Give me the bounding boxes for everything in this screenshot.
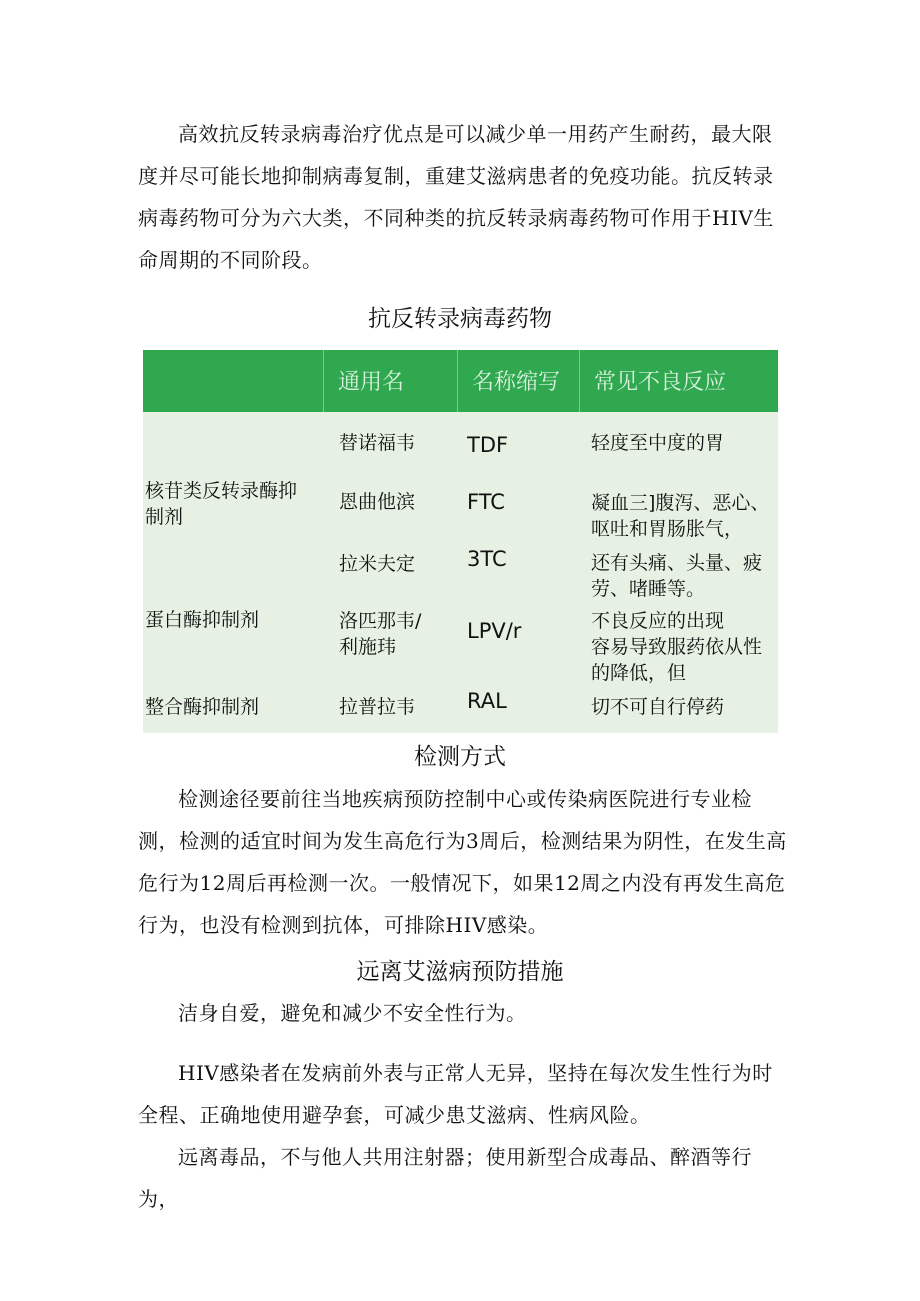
- table-title: 抗反转录病毒药物: [368, 306, 552, 332]
- drug-name: 拉普拉韦: [339, 696, 416, 718]
- drug-abbr: RAL: [467, 689, 507, 713]
- drug-abbr: FTC: [467, 490, 505, 514]
- category-protease-inhibitor: 蛋白酶抑制剂: [145, 609, 260, 631]
- adverse-line: 的降低，但: [591, 662, 687, 684]
- drug-table: [143, 350, 778, 733]
- prevention-paragraph: HIV感染者在发病前外表与正常人无异，坚持在每次发生性行为时全程、正确地使用避孕套，可减少患艾滋病、性病风险。: [138, 1061, 773, 1127]
- adverse-line: 劳、啫睡等。: [591, 578, 706, 600]
- drug-name: 洛匹那韦/利施玮: [339, 610, 422, 658]
- detection-paragraph: 检测途径要前往当地疾病预防控制中心或传染病医院进行专业检测，检测的适宜时间为发生高危行为3周后，检测结果为阴性，在发生高危行为12周后再检测一次。一般情况下，如果12周之内没有再发生高危行为，也没有检测到抗体，可排除HIV感染。: [138, 787, 787, 937]
- adverse-line: 凝血三]腹泻、恶心、: [591, 492, 770, 514]
- section-title-prevention: 远离艾滋病预防措施: [356, 959, 564, 985]
- drug-name: 替诺福韦: [339, 432, 416, 454]
- table-header-row: [143, 350, 778, 412]
- adverse-line: 不良反应的出现: [591, 610, 725, 632]
- drug-name: 拉米夫定: [339, 553, 416, 575]
- intro-paragraph: 高效抗反转录病毒治疗优点是可以减少单一用药产生耐药，最大限度并尽可能长地抑制病毒复制，重建艾滋病患者的免疫功能。抗反转录病毒药物可分为六大类，不同种类的抗反转录病毒药物可作用于HIV生命周期的不同阶段。: [138, 122, 774, 272]
- adverse-line: 还有头痛、头量、疲: [591, 552, 763, 574]
- drug-abbr: TDF: [467, 433, 509, 457]
- section-title-detection: 检测方式: [414, 744, 506, 770]
- adverse-line: 切不可自行停药: [591, 696, 725, 718]
- drug-name: 恩曲他滨: [339, 491, 416, 513]
- prevention-paragraph: 远离毒品，不与他人共用注射器；使用新型合成毒品、醉酒等行为，: [138, 1145, 752, 1211]
- header-generic-name: 通用名: [323, 350, 457, 412]
- category-integrase-inhibitor: 整合酶抑制剂: [145, 696, 260, 718]
- adverse-line: 容易导致服药依从性: [591, 636, 763, 658]
- drug-abbr: 3TC: [467, 547, 507, 571]
- header-abbreviation: 名称缩写: [457, 350, 579, 412]
- prevention-paragraph: 洁身自爱，避免和减少不安全性行为。: [178, 1001, 527, 1025]
- adverse-line: 轻度至中度的胃: [591, 432, 725, 454]
- header-adverse-reactions: 常见不良反应: [579, 350, 778, 412]
- drug-abbr: LPV/r: [467, 619, 522, 643]
- adverse-line: 呕吐和胃肠胀气，: [591, 518, 744, 540]
- category-nrti: 核苷类反转录酶抑制剂: [145, 480, 298, 528]
